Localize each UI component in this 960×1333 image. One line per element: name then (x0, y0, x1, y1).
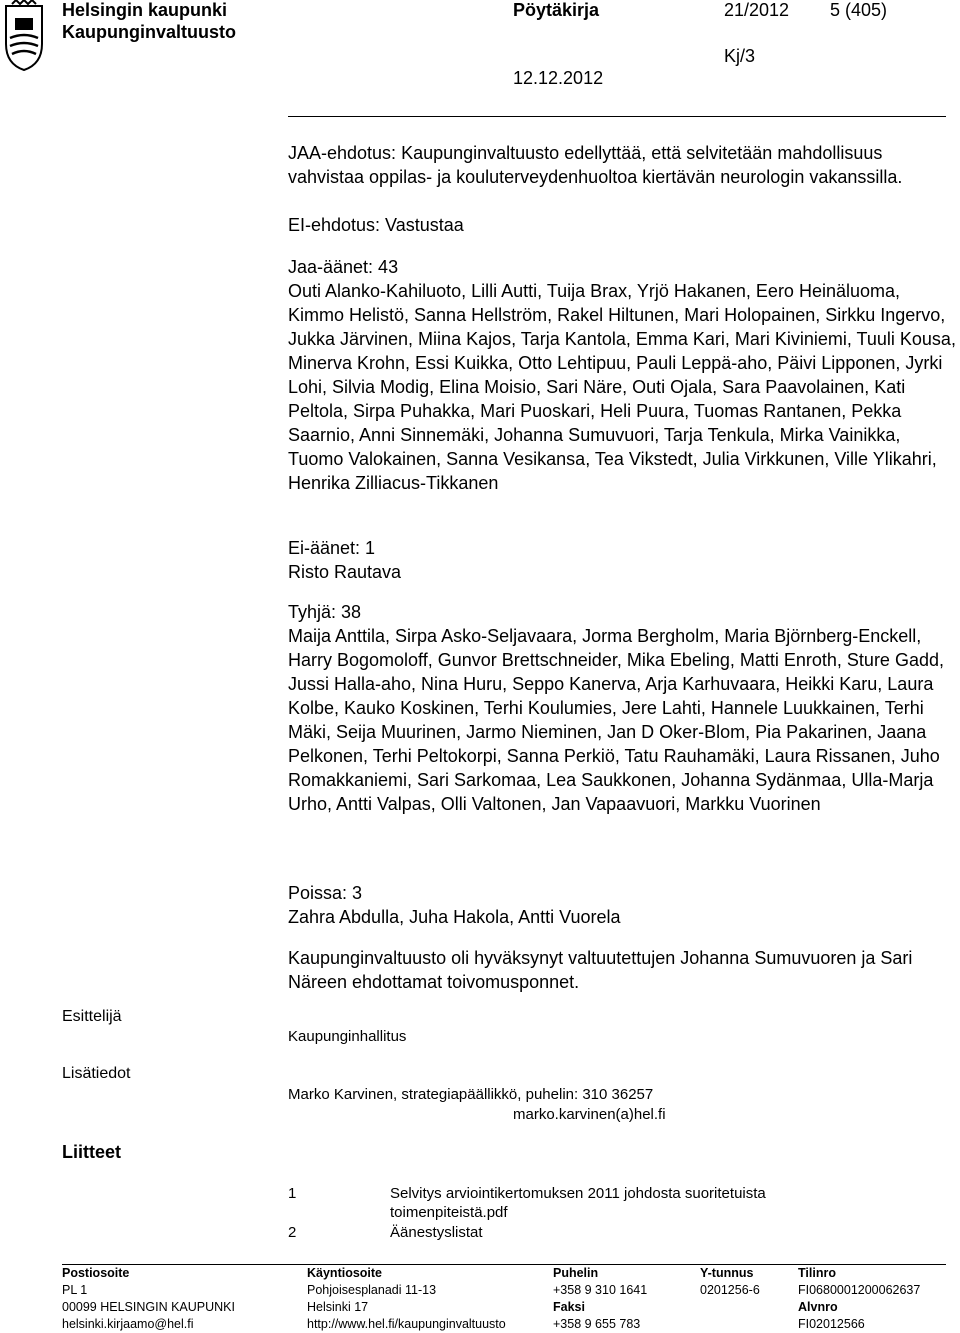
footer-visit-heading: Käyntiosoite (307, 1266, 383, 1280)
header-date: 12.12.2012 (513, 68, 604, 88)
no-votes-names: Risto Rautava (288, 562, 402, 582)
absent-names: Zahra Abdulla, Juha Hakola, Antti Vuorela (288, 907, 621, 927)
blank-votes-heading: Tyhjä: 38 (288, 602, 362, 622)
jaa-proposal: JAA-ehdotus: Kaupunginvaltuusto edellyttää, että selvitetään mahdollisuus vahvistaa oppilas- ja kouluterveydenhuoltoa kiertävän neurologin vakanssilla. (288, 143, 903, 187)
blank-votes-names: Maija Anttila, Sirpa Asko-Seljavaara, Jorma Bergholm, Maria Björnberg-Enckell, Harry Bogomoloff, Gunvor Brettschneider, Mika Ebeling, Matti Enroth, Sture Gadd, Jussi Halla-aho, Nina Huru, Seppo Kanerva, Arja Karhuvaara, Heikki Karu, Laura Kolbe, Kauko Koskinen, Terhi Koulumies, Jere Lahti, Hannele Luukkainen, Terhi Mäki, Seija Muurinen, Jarmo Nieminen, Jan D Oker-Blom, Pia Pakarinen, Jaana Pelkonen, Terhi Peltokorpi, Sanna Perkiö, Tatu Rauhamäki, Laura Rissanen, Juho Romakkaniemi, Sari Sarkomaa, Lea Saukkonen, Johanna Sydänmaa, Ulla-Marja Urho, Antti Valpas, Olli Valtonen, Jan Vapaavuori, Markku Vuorinen (288, 626, 944, 814)
footer-fax-number: +358 9 655 783 (553, 1317, 641, 1331)
header-page: 5 (405) (830, 0, 888, 20)
footer-web-link[interactable]: http://www.hel.fi/kaupunginvaltuusto (307, 1317, 506, 1331)
footer-phone-number: +358 9 310 1641 (553, 1283, 648, 1297)
header-item: Kj/3 (724, 46, 756, 66)
footer-phone-heading: Puhelin (553, 1266, 599, 1280)
attachment-link-cont[interactable]: toimenpiteistä.pdf (390, 1204, 508, 1221)
attachment-number: 1 (288, 1185, 297, 1202)
header-org: Helsingin kaupunki (62, 0, 228, 20)
attachment-number: 2 (288, 1224, 297, 1241)
footer-postal-line: PL 1 (62, 1283, 88, 1297)
footer-visit-line: Pohjoisesplanadi 11-13 (307, 1283, 437, 1297)
footer-account (798, 1265, 920, 1333)
approval-statement: Kaupunginvaltuusto oli hyväksynyt valtuutettujen Johanna Sumuvuoren ja Sari Näreen ehdottamat toivomusponnet. (288, 948, 913, 992)
no-votes-heading: Ei-äänet: 1 (288, 538, 376, 558)
attachment-link[interactable]: Selvitys arviointikertomuksen 2011 johdosta suoritetuista (390, 1185, 766, 1202)
footer-visit-line: Helsinki 17 (307, 1300, 369, 1314)
ei-proposal: EI-ehdotus: Vastustaa (288, 215, 464, 235)
presenter-value: Kaupunginhallitus (288, 1028, 407, 1045)
presenter-label: Esittelijä (62, 1008, 122, 1025)
attachments-label: Liitteet (62, 1142, 122, 1162)
footer-ytunnus-value: 0201256-6 (700, 1283, 760, 1297)
info-email: marko.karvinen(a)hel.fi (513, 1106, 666, 1123)
footer-ytunnus (700, 1265, 760, 1299)
footer-email-link[interactable]: helsinki.kirjaamo@hel.fi (62, 1317, 194, 1331)
footer-vat-heading: Alvnro (798, 1300, 838, 1314)
footer-visit (307, 1265, 506, 1333)
attachment-link[interactable]: Äänestyslistat (390, 1224, 483, 1241)
footer-postal (62, 1265, 235, 1333)
absent-heading: Poissa: 3 (288, 883, 363, 903)
footer-ytunnus-heading: Y-tunnus (700, 1266, 754, 1280)
header-doc-type: Pöytäkirja (513, 0, 600, 20)
footer-postal-line: 00099 HELSINGIN KAUPUNKI (62, 1300, 235, 1314)
info-label: Lisätiedot (62, 1065, 131, 1082)
header-body-name: Kaupunginvaltuusto (62, 22, 236, 42)
footer-vat-value: FI02012566 (798, 1317, 865, 1331)
yes-votes-names: Outi Alanko-Kahiluoto, Lilli Autti, Tuija Brax, Yrjö Hakanen, Eero Heinäluoma, Kimmo Helistö, Sanna Hellström, Rakel Hiltunen, Mari Holopainen, Sirkku Ingervo, Jukka Järvinen, Miina Kajos, Tarja Kantola, Emma Kari, Mari Kiviniemi, Tuuli Kousa, Minerva Krohn, Essi Kuikka, Otto Lehtipuu, Pauli Leppä-aho, Päivi Lipponen, Jyrki Lohi, Silvia Modig, Elina Moisio, Sari Näre, Outi Ojala, Sara Paavolainen, Kati Peltola, Sirpa Puhakka, Mari Puoskari, Heli Puura, Tuomas Rantanen, Pekka Saarnio, Anni Sinnemäki, Johanna Sumuvuori, Tarja Tenkula, Mirka Vainikka, Tuomo Valokainen, Sanna Vesikansa, Tea Vikstedt, Julia Virkkunen, Ville Ylikahri, Henrika Zilliacus-Tikkanen (288, 281, 956, 493)
helsinki-coat-of-arms-logo (2, 0, 46, 72)
footer-account-heading: Tilinro (798, 1266, 836, 1280)
header-issue: 21/2012 (724, 0, 790, 20)
header-rule (288, 116, 946, 117)
footer-postal-heading: Postiosoite (62, 1266, 130, 1280)
footer-phone (553, 1265, 647, 1333)
yes-votes-heading: Jaa-äänet: 43 (288, 257, 399, 277)
footer-fax-heading: Faksi (553, 1300, 585, 1314)
footer-account-value: FI0680001200062637 (798, 1283, 921, 1297)
info-contact: Marko Karvinen, strategiapäällikkö, puhelin: 310 36257 (288, 1086, 654, 1103)
